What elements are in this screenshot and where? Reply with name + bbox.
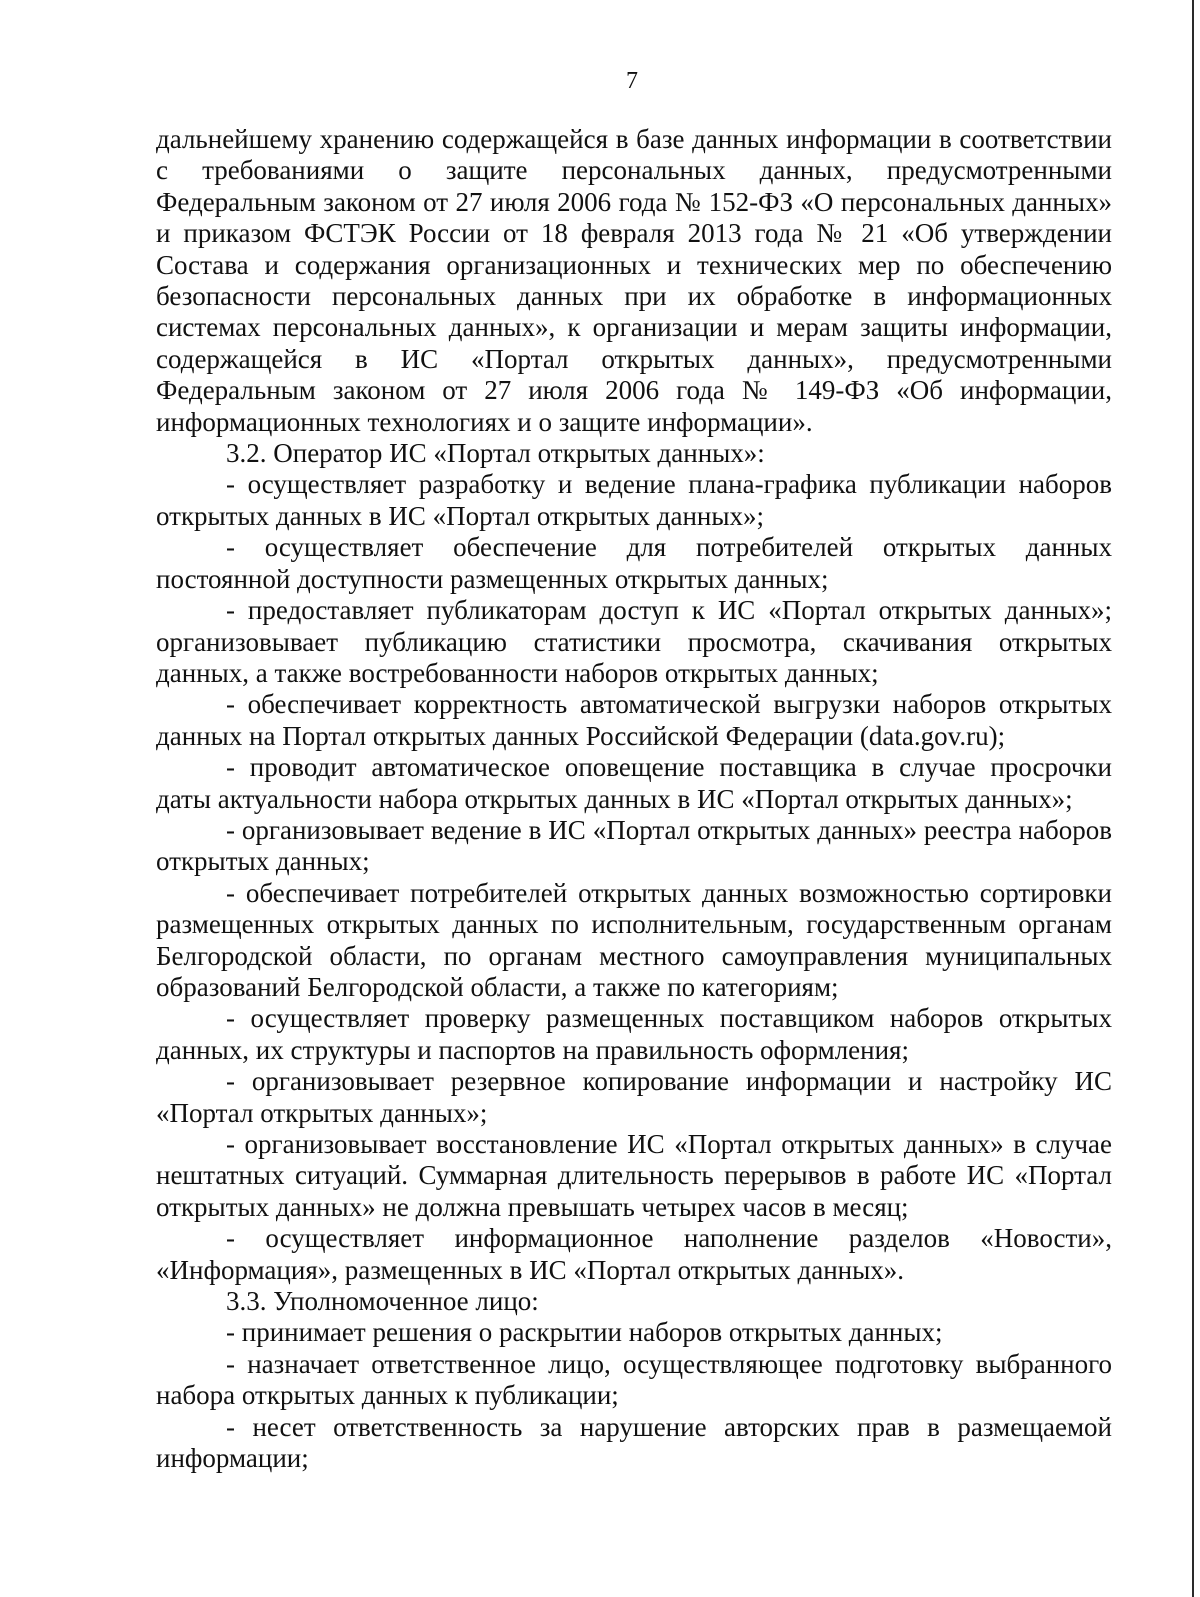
list-item: - организовывает восстановление ИС «Портал открытых данных» в случае нештатных ситуаций. Суммарная длительность перерывов в работе ИС «Портал открытых данных» не должна превышать четырех часов в месяц; — [156, 1129, 1112, 1222]
list-item: - назначает ответственное лицо, осуществляющее подготовку выбранного набора открытых данных к публикации; — [156, 1348, 1112, 1411]
section-3-3-heading: 3.3. Уполномоченное лицо: — [226, 1286, 539, 1317]
section-3-2-heading: 3.2. Оператор ИС «Портал открытых данных»: — [226, 438, 765, 469]
paragraph-continuation: дальнейшему хранению содержащейся в базе данных информации в соответствии с требованиями о защите персональных данных, предусмотренными Федеральным законом от 27 июля 2006 года № 152-ФЗ «О персональных данных» и приказом ФСТЭК России от 18 февраля 2013 года № 21 «Об утверждении Состава и содержания организационных и технических мер по обеспечению безопасности персональных данных при их обработке в информационных системах персональных данных», к организации и мерам защиты информации, содержащейся в ИС «Портал открытых данных», предусмотренными Федеральным законом от 27 июля 2006 года № 149-ФЗ «Об информации, информационных технологиях и о защите информации». — [156, 124, 1112, 437]
list-item: - осуществляет информационное наполнение разделов «Новости», «Информация», размещенных в ИС «Портал открытых данных». — [156, 1223, 1112, 1285]
page-number: 7 — [626, 68, 638, 94]
scan-edge-line — [1192, 0, 1194, 1597]
list-item: - обеспечивает корректность автоматической выгрузки наборов открытых данных на Портал открытых данных Российской Федерации (data.gov.ru); — [156, 689, 1112, 751]
list-item: - осуществляет обеспечение для потребителей открытых данных постоянной доступности размещенных открытых данных; — [156, 532, 1112, 594]
list-item: - организовывает резервное копирование информации и настройку ИС «Портал открытых данных»; — [156, 1066, 1112, 1128]
list-item: - осуществляет разработку и ведение плана-графика публикации наборов открытых данных в ИС «Портал открытых данных»; — [156, 469, 1112, 531]
document-body — [156, 124, 1112, 1474]
list-item: - несет ответственность за нарушение авторских прав в размещаемой информации; — [156, 1411, 1112, 1474]
list-item: - осуществляет проверку размещенных поставщиком наборов открытых данных, их структуры и паспортов на правильность оформления; — [156, 1003, 1112, 1065]
list-item: - организовывает ведение в ИС «Портал открытых данных» реестра наборов открытых данных; — [156, 814, 1112, 877]
list-item: - предоставляет публикаторам доступ к ИС «Портал открытых данных»; организовывает публикацию статистики просмотра, скачивания открытых данных, а также востребованности наборов открытых данных; — [156, 595, 1112, 688]
list-item: - обеспечивает потребителей открытых данных возможностью сортировки размещенных открытых данных по исполнительным, государственным органам Белгородской области, по органам местного самоуправления муниципальных образований Белгородской области, а также по категориям; — [156, 877, 1112, 1002]
list-item: - проводит автоматическое оповещение поставщика в случае просрочки даты актуальности набора открытых данных в ИС «Портал открытых данных»; — [156, 752, 1112, 814]
list-item: - принимает решения о раскрытии наборов открытых данных; — [226, 1317, 943, 1348]
